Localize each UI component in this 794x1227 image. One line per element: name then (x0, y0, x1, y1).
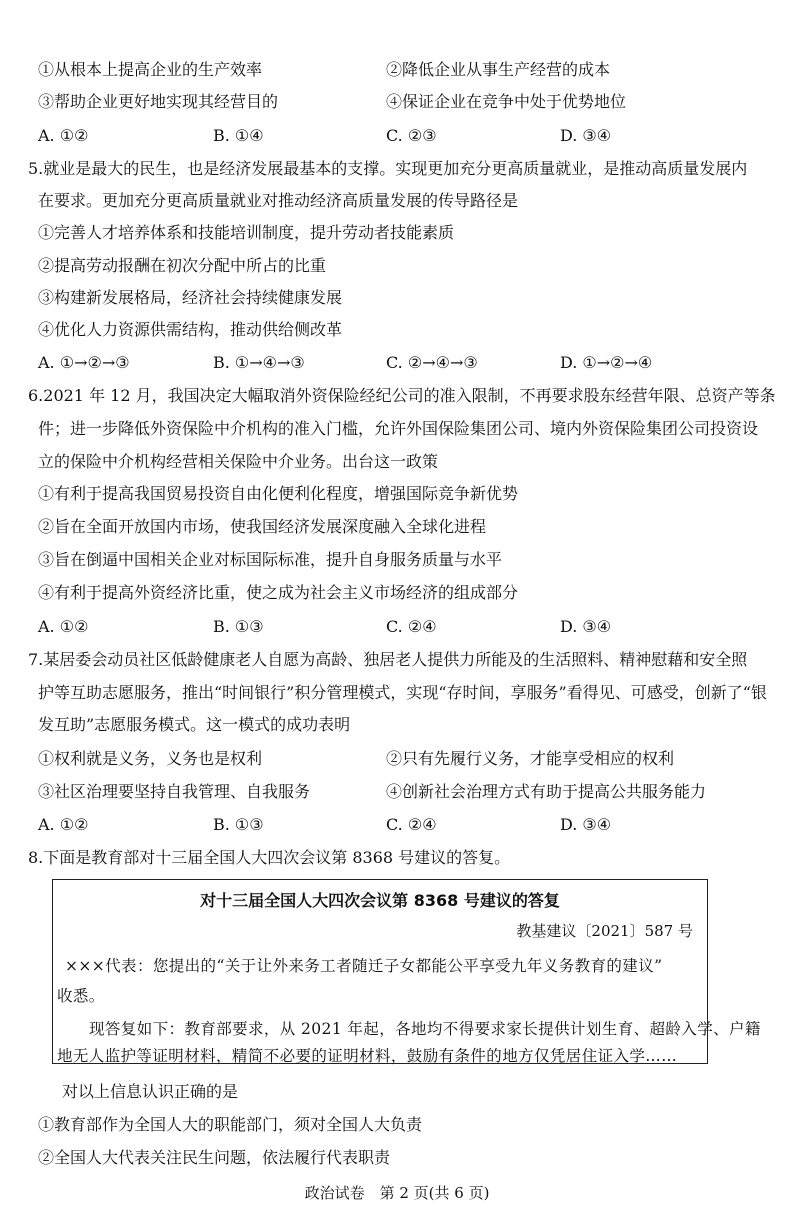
q6-choice-a: A. ①② (38, 617, 89, 636)
q7-stem-line1: 7.某居委会动员社区低龄健康老人自愿为高龄、独居老人提供力所能及的生活照料、精神慰藉和安全照 (28, 650, 748, 669)
q7-item-4: ④创新社会治理方式有助于提高公共服务能力 (386, 782, 707, 801)
q4-choice-a: A. ①② (38, 126, 89, 145)
q7-stem-line3: 发互助”志愿服务模式。这一模式的成功表明 (38, 715, 351, 734)
q4-option-3: ③帮助企业更好地实现其经营目的 (38, 92, 279, 111)
q7-item-1: ①权利就是义务，义务也是权利 (38, 749, 263, 768)
q4-option-1: ①从根本上提高企业的生产效率 (38, 60, 263, 79)
q6-stem-line3: 立的保险中介机构经营相关保险中介业务。出台这一政策 (38, 452, 439, 471)
reply-paragraph-1-line1: ×××代表：您提出的“关于让外来务工者随迁子女都能公平享受九年义务教育的建议” (65, 957, 663, 975)
q7-choice-c: C. ②④ (386, 815, 437, 834)
q5-choice-b: B. ①→④→③ (213, 353, 305, 372)
page-footer: 政治试卷 第 2 页(共 6 页) (304, 1184, 490, 1202)
q6-stem-line1: 6.2021 年 12 月，我国决定大幅取消外资保险经纪公司的准入限制，不再要求股东经营年限、总资产等条 (28, 386, 776, 405)
reply-paragraph-1-line2: 收悉。 (57, 987, 105, 1005)
q5-item-3: ③构建新发展格局，经济社会持续健康发展 (38, 288, 343, 307)
q4-choice-c: C. ②③ (386, 126, 437, 145)
q8-ask: 对以上信息认识正确的是 (62, 1082, 239, 1101)
q7-item-3: ③社区治理要坚持自我管理、自我服务 (38, 782, 311, 801)
q5-choice-a: A. ①→②→③ (38, 353, 130, 372)
q4-option-2: ②降低企业从事生产经营的成本 (386, 60, 611, 79)
q7-item-2: ②只有先履行义务，才能享受相应的权利 (386, 749, 675, 768)
reply-paragraph-2-line1: 现答复如下：教育部要求，从 2021 年起，各地均不得要求家长提供计划生育、超龄入学、户籍 (89, 1020, 761, 1038)
q6-item-4: ④有利于提高外资经济比重，使之成为社会主义市场经济的组成部分 (38, 583, 519, 602)
q6-stem-line2: 件；进一步降低外资保险中介机构的准入门槛，允许外国保险集团公司、境内外资保险集团公司投资设 (38, 419, 759, 438)
q7-choice-a: A. ①② (38, 815, 89, 834)
reply-document-ref: 教基建议〔2021〕587 号 (516, 922, 693, 940)
reply-document-box (52, 879, 761, 1065)
q6-item-2: ②旨在全面开放国内市场，使我国经济发展深度融入全球化进程 (38, 517, 487, 536)
q7-stem-line2: 护等互助志愿服务，推出“时间银行”积分管理模式，实现“存时间，享服务”看得见、可感受，创新了“银 (38, 683, 767, 702)
q5-stem-line1: 5.就业是最大的民生，也是经济发展最基本的支撑。实现更加充分更高质量就业，是推动高质量发展内 (28, 159, 748, 178)
q6-item-3: ③旨在倒逼中国相关企业对标国际标准，提升自身服务质量与水平 (38, 550, 503, 569)
q5-stem-line2: 在要求。更加充分更高质量就业对推动经济高质量发展的传导路径是 (38, 191, 519, 210)
q4-choice-b: B. ①④ (213, 126, 264, 145)
q7-choice-d: D. ③④ (560, 815, 612, 834)
q8-item-1: ①教育部作为全国人大的职能部门，须对全国人大负责 (38, 1115, 423, 1134)
q5-choice-d: D. ①→②→④ (560, 353, 653, 372)
q6-choice-c: C. ②④ (386, 617, 437, 636)
q5-item-2: ②提高劳动报酬在初次分配中所占的比重 (38, 256, 327, 275)
q8-item-2: ②全国人大代表关注民生问题，依法履行代表职责 (38, 1148, 391, 1167)
q5-item-4: ④优化人力资源供需结构，推动供给侧改革 (38, 320, 343, 339)
q6-item-1: ①有利于提高我国贸易投资自由化便利化程度，增强国际竞争新优势 (38, 484, 519, 503)
q8-stem: 8.下面是教育部对十三届全国人大四次会议第 8368 号建议的答复。 (28, 848, 511, 867)
q4-option-4: ④保证企业在竞争中处于优势地位 (386, 92, 627, 111)
reply-document-title: 对十三届全国人大四次会议第 8368 号建议的答复 (200, 891, 560, 910)
q7-choice-b: B. ①③ (213, 815, 264, 834)
q6-choice-b: B. ①③ (213, 617, 264, 636)
q6-choice-d: D. ③④ (560, 617, 612, 636)
q4-choice-d: D. ③④ (560, 126, 612, 145)
q5-item-1: ①完善人才培养体系和技能培训制度，提升劳动者技能素质 (38, 223, 455, 242)
reply-paragraph-2-line2: 地无人监护等证明材料，精简不必要的证明材料，鼓励有条件的地方仅凭居住证入学…… (57, 1047, 678, 1065)
q5-choice-c: C. ②→④→③ (386, 353, 478, 372)
